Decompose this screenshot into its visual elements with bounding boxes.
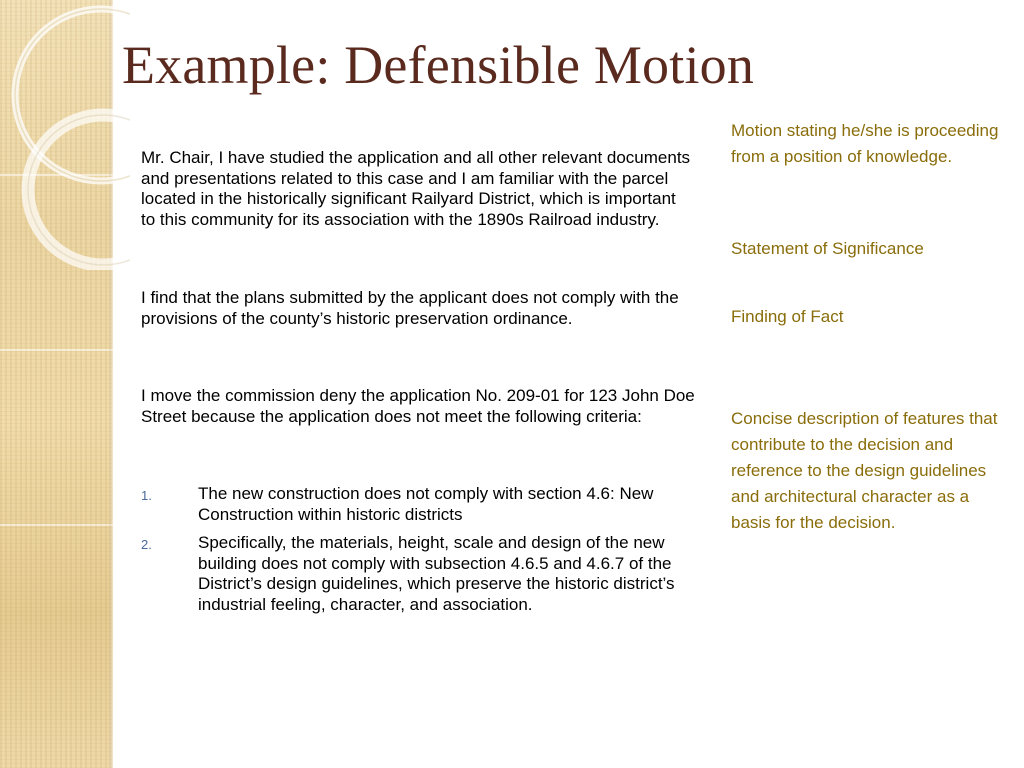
annotation-knowledge: Motion stating he/she is proceeding from a position of knowledge. [731, 121, 999, 166]
motion-paragraph-move: I move the commission deny the application No. 209-01 for 123 John Doe Street because the application does not meet the following criteria: [141, 386, 695, 426]
deco-circle-small [28, 115, 130, 265]
criteria-item [141, 484, 697, 525]
list-number: 1. [141, 488, 152, 503]
annotation-significance: Statement of Significance [731, 239, 924, 258]
list-number: 2. [141, 537, 152, 552]
decorative-circles [0, 0, 130, 270]
criteria-list [141, 484, 697, 615]
motion-paragraph-finding: I find that the plans submitted by the applicant does not comply with the provisions of the county’s historic preservation ordinance. [141, 288, 679, 328]
strip-divider [0, 349, 113, 351]
motion-paragraph-knowledge: Mr. Chair, I have studied the application and all other relevant documents and presentations related to this case and I am familiar with the parcel located in the historically significant Railyard District, which is important to this community for its association with the 1890s Railroad industry. [141, 148, 691, 229]
criteria-item [141, 533, 697, 615]
criteria-text: Specifically, the materials, height, scale and design of the new building does not comply with subsection 4.6.5 and 4.6.7 of the District’s design guidelines, which preserve the historic district’s industrial feeling, character, and association. [198, 533, 675, 614]
annotation-finding-of-fact: Finding of Fact [731, 307, 844, 326]
criteria-text: The new construction does not comply with section 4.6: New Construction within historic districts [198, 484, 654, 524]
slide-title: Example: Defensible Motion [122, 35, 755, 95]
annotation-description: Concise description of features that contribute to the decision and reference to the design guidelines and architectural character as a basis for the decision. [731, 409, 998, 532]
strip-divider [0, 524, 113, 526]
